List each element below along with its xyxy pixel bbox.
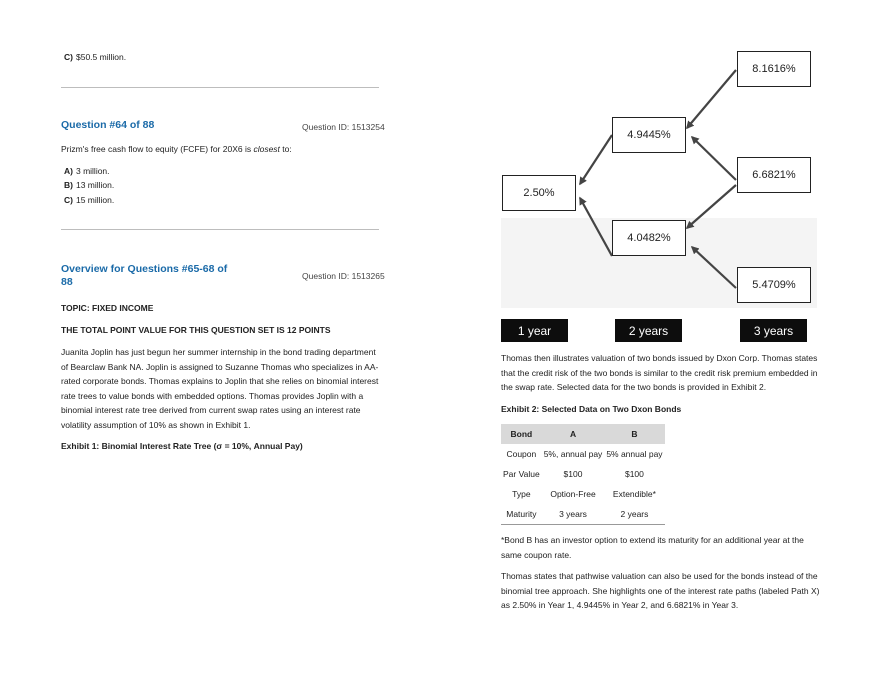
prompt-text-end: to: bbox=[279, 144, 292, 154]
paragraph-line: *Bond B has an investor option to extend its maturity for an additional year at the bbox=[501, 535, 804, 545]
option-text: $50.5 million. bbox=[75, 52, 127, 62]
table-cell: 5% annual pay bbox=[606, 449, 663, 459]
answer-option-a[interactable] bbox=[64, 164, 110, 179]
tree-node-year3-down: 5.4709% bbox=[737, 267, 811, 303]
column-header: Bond bbox=[501, 424, 542, 444]
option-letter: C) bbox=[64, 52, 73, 62]
overview-title-line: 88 bbox=[61, 276, 73, 288]
prompt-emphasis: closest bbox=[253, 144, 280, 154]
bond-data-table bbox=[501, 424, 665, 525]
tree-arrow bbox=[580, 198, 612, 256]
year-label-2: 2 years bbox=[615, 319, 682, 342]
table-header-row bbox=[501, 424, 665, 444]
overview-title bbox=[61, 263, 231, 289]
answer-option-b[interactable] bbox=[64, 178, 114, 193]
column-header: A bbox=[542, 424, 605, 444]
overview-title-line: Overview for Questions #65-68 of bbox=[61, 263, 228, 275]
tree-node-year1: 2.50% bbox=[502, 175, 576, 211]
tree-arrow bbox=[687, 70, 736, 128]
year-label-1: 1 year bbox=[501, 319, 568, 342]
divider bbox=[61, 229, 379, 230]
bond-intro-paragraph bbox=[501, 351, 831, 395]
table-row bbox=[501, 484, 665, 504]
table-cell: $100 bbox=[624, 469, 644, 479]
table-cell: 5%, annual pay bbox=[543, 449, 603, 459]
table-cell: Option-Free bbox=[550, 489, 596, 499]
option-letter: B) bbox=[64, 180, 73, 190]
paragraph-line: the swap rate. Selected data for the two bonds is provided in Exhibit 2. bbox=[501, 382, 767, 392]
question-prompt bbox=[61, 142, 292, 157]
tree-node-year2-up: 4.9445% bbox=[612, 117, 686, 153]
answer-option-c[interactable] bbox=[64, 193, 114, 208]
paragraph-line: binomial interest rate tree derived from current swap rates using an interest rate bbox=[61, 405, 361, 415]
divider bbox=[61, 87, 379, 88]
table-cell: Extendible* bbox=[612, 489, 656, 499]
table-cell: Par Value bbox=[503, 469, 540, 479]
tree-node-year2-down: 4.0482% bbox=[612, 220, 686, 256]
table-row bbox=[501, 444, 665, 464]
paragraph-line: Thomas states that pathwise valuation can also be used for the bonds instead of the bbox=[501, 571, 818, 581]
paragraph-line: Juanita Joplin has just begun her summer internship in the bond trading department bbox=[61, 347, 376, 357]
paragraph-line: same coupon rate. bbox=[501, 549, 572, 560]
previous-answer-option[interactable] bbox=[64, 50, 126, 65]
option-letter: C) bbox=[64, 195, 73, 205]
table-cell: Maturity bbox=[501, 504, 542, 525]
point-value-heading: THE TOTAL POINT VALUE FOR THIS QUESTION SET IS 12 POINTS bbox=[61, 325, 331, 335]
topic-heading: TOPIC: FIXED INCOME bbox=[61, 303, 154, 313]
option-text: 15 million. bbox=[75, 195, 115, 205]
overview-paragraph bbox=[61, 345, 391, 432]
tree-arrow bbox=[692, 137, 736, 180]
exhibit-1-caption: Exhibit 1: Binomial Interest Rate Tree (σ = 10%, Annual Pay) bbox=[61, 441, 303, 451]
tree-node-year3-up: 8.1616% bbox=[737, 51, 811, 87]
prompt-text: Prizm's free cash flow to equity (FCFE) for 20X6 is bbox=[61, 144, 254, 154]
table-cell: Coupon bbox=[506, 449, 537, 459]
option-text: 13 million. bbox=[75, 180, 115, 190]
pathwise-paragraph bbox=[501, 569, 831, 613]
tree-arrow bbox=[580, 135, 612, 184]
table-cell: Type bbox=[512, 489, 531, 499]
paragraph-line: Thomas then illustrates valuation of two bonds issued by Dxon Corp. Thomas states bbox=[501, 353, 818, 363]
option-text: 3 million. bbox=[75, 166, 110, 176]
tree-node-year3-mid: 6.6821% bbox=[737, 157, 811, 193]
option-letter: A) bbox=[64, 166, 73, 176]
table-footnote bbox=[501, 533, 831, 562]
tree-arrow bbox=[692, 247, 736, 288]
table-cell: 2 years bbox=[604, 504, 664, 525]
question-id: Question ID: 1513254 bbox=[302, 122, 385, 132]
question-id: Question ID: 1513265 bbox=[302, 271, 385, 281]
paragraph-line: rate trees to value bonds with embedded options. Thomas provides Joplin with a bbox=[61, 390, 364, 401]
table-cell: 3 years bbox=[542, 504, 605, 525]
tree-arrow bbox=[687, 185, 736, 228]
paragraph-line: volatility assumption of 10% as shown in Exhibit 1. bbox=[61, 419, 251, 430]
paragraph-line: of Bearclaw Bank NA. Joplin is assigned to Suzanne Thomas who specializes in AA- bbox=[61, 361, 379, 372]
table-row bbox=[501, 504, 665, 525]
year-label-3: 3 years bbox=[740, 319, 807, 342]
paragraph-line: rated corporate bonds. Thomas explains to Joplin that she relies on binomial interest bbox=[61, 376, 379, 386]
paragraph-line: binomial tree approach. She highlights one of the interest rate paths (labeled Path X) bbox=[501, 585, 820, 596]
exhibit-2-caption: Exhibit 2: Selected Data on Two Dxon Bonds bbox=[501, 404, 682, 414]
table-cell: $100 bbox=[563, 469, 583, 479]
table-row bbox=[501, 464, 665, 484]
paragraph-line: as 2.50% in Year 1, 4.9445% in Year 2, and 6.6821% in Year 3. bbox=[501, 600, 739, 610]
paragraph-line: that the credit risk of the two bonds is similar to the credit risk premium embedded in bbox=[501, 367, 818, 378]
column-header: B bbox=[604, 424, 664, 444]
question-title: Question #64 of 88 bbox=[61, 119, 155, 131]
